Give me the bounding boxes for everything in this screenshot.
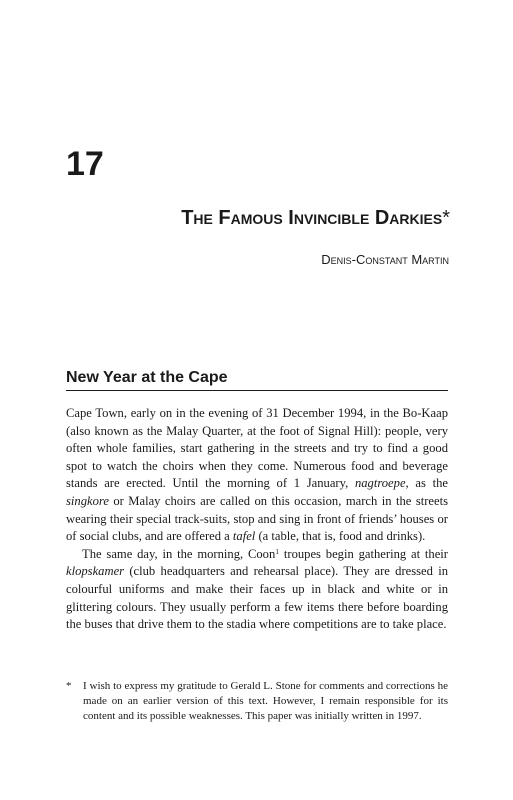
chapter-author: Denis-Constant Martin: [321, 252, 449, 267]
footnote-reference[interactable]: 1: [275, 546, 280, 556]
footnote: [66, 679, 448, 725]
italic-term: singkore: [66, 493, 109, 508]
chapter-number: 17: [66, 145, 104, 183]
text-run: The same day, in the morning, Coon: [82, 546, 276, 561]
chapter-title: [60, 204, 450, 232]
italic-term: klopskamer: [66, 564, 125, 579]
body-text: [66, 405, 448, 634]
paragraph: [66, 405, 448, 546]
text-run: (a table, that is, food and drinks).: [255, 529, 426, 544]
text-run: (club headquarters and rehearsal place). They are dressed in colourful uniforms and make their faces up in black and white or in glittering colours. They usually perform a few items there before boarding the buses that drive them to the stadia where competitions are to take place.: [66, 564, 448, 632]
title-footnote-mark[interactable]: *: [442, 207, 450, 229]
paragraph: [66, 546, 448, 634]
footnote-text: I wish to express my gratitude to Gerald L. Stone for comments and corrections he made on an earlier version of this text. However, I remain responsible for its content and its possible weaknesses. This paper was initially written in 1997.: [83, 680, 448, 723]
text-run: Cape Town, early on in the evening of 31 December 1994, in the Bo-Kaap (also known as the Malay Quarter, at the foot of Signal Hill): people, very often whole families, start gathering in the streets and try to find a good spot to watch the choirs when they come. Numerous food and beverage stands are erected. Until the morning of 1 January,: [66, 406, 448, 491]
footnote-mark: *: [66, 680, 72, 692]
text-run: , as the: [405, 476, 448, 491]
italic-term: nagtroepe: [354, 476, 406, 491]
footnotes: [66, 679, 448, 725]
chapter-title-text: The Famous Invincible Darkies: [181, 207, 443, 229]
section-heading: New Year at the Cape: [66, 367, 448, 391]
text-run: or Malay choirs are called on this occasion, march in the streets wearing their special track-suits, stop and sing in front of friends’ houses or of social clubs, and are offered a: [66, 493, 448, 544]
italic-term: tafel: [232, 529, 256, 544]
text-run: troupes begin gathering at their: [279, 546, 448, 561]
